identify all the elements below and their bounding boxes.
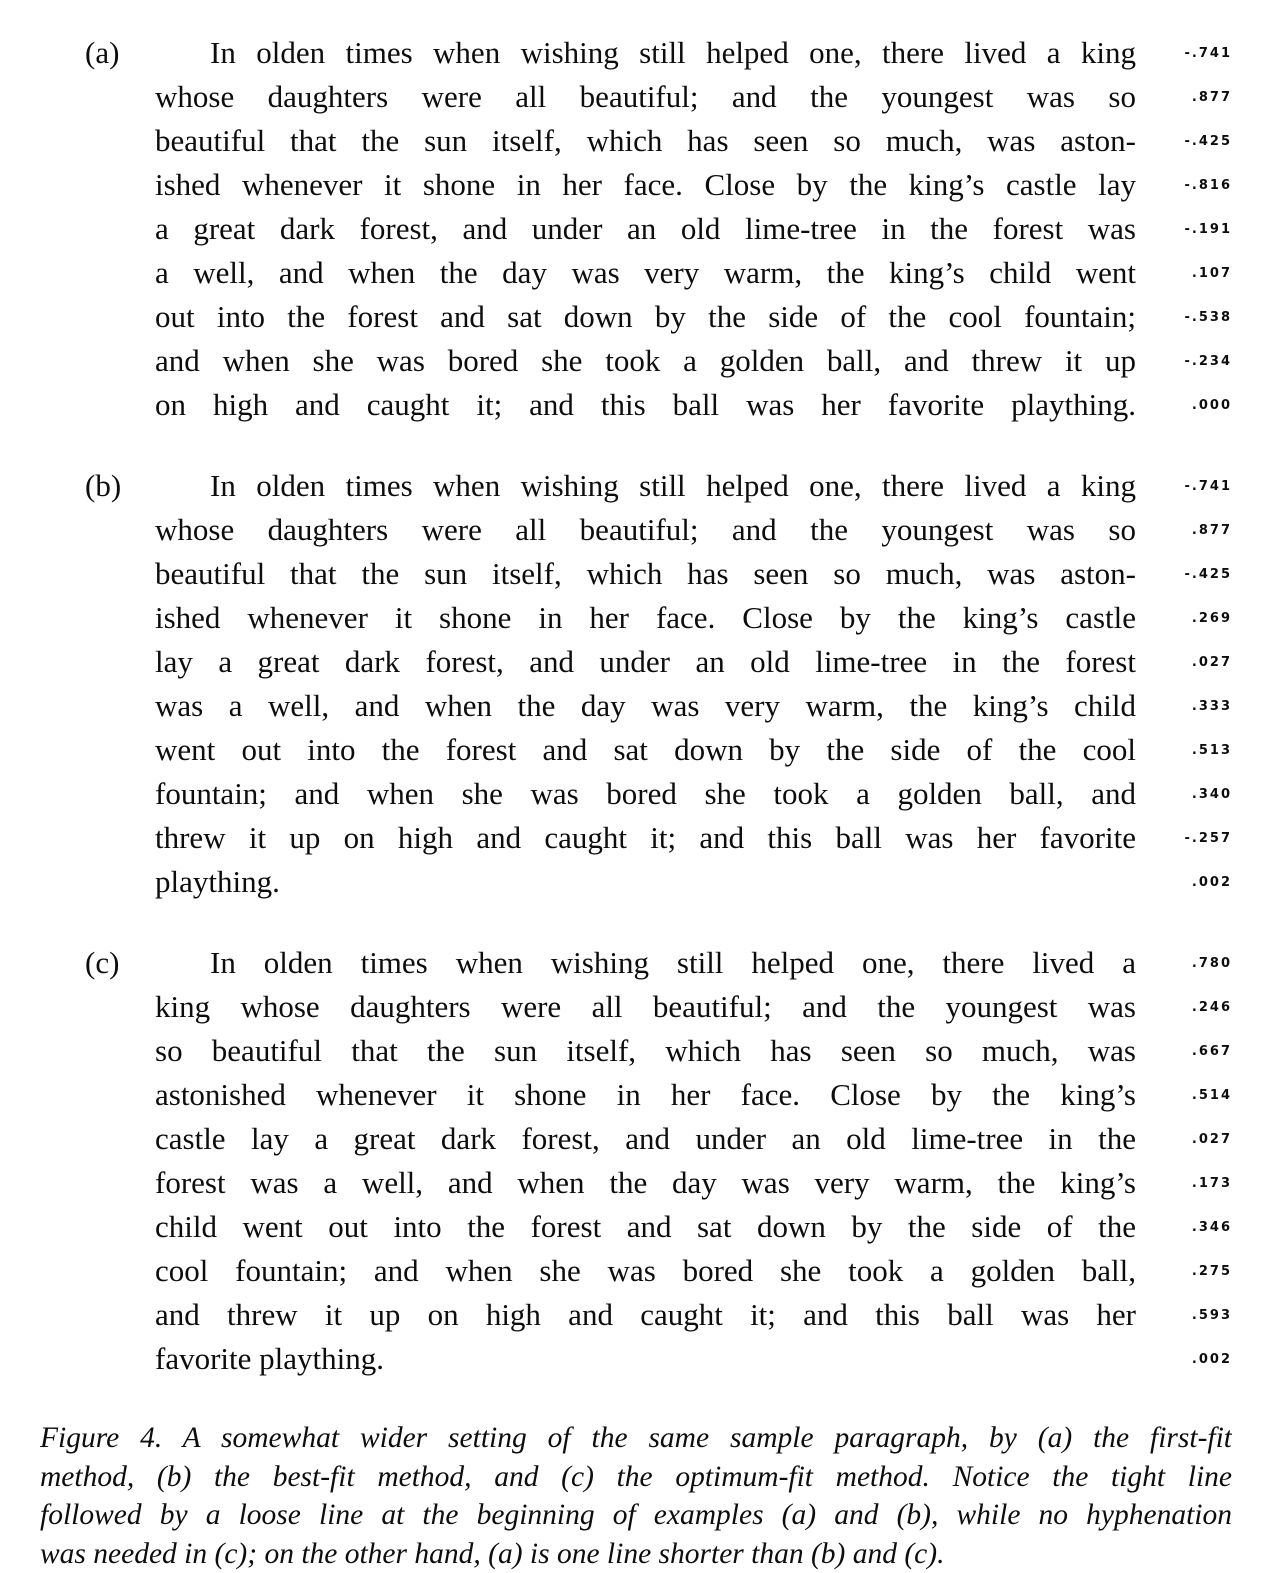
adjustment-ratio-value: .002 — [1136, 861, 1232, 905]
paragraph-lines — [155, 465, 1232, 905]
adjustment-ratio-value: -.425 — [1136, 553, 1232, 597]
text-line-row — [155, 685, 1232, 729]
line-text: whose daughters were all beautiful; and the youngest was so — [155, 509, 1136, 552]
adjustment-ratio-value: .877 — [1136, 509, 1232, 553]
text-line-row — [155, 164, 1232, 208]
adjustment-ratio-value: .780 — [1136, 942, 1232, 986]
adjustment-ratio-value: -.741 — [1136, 465, 1232, 509]
adjustment-ratio-value: .333 — [1136, 685, 1232, 729]
line-text: so beautiful that the sun itself, which has seen so much, was — [155, 1030, 1136, 1073]
paragraph-lines — [155, 32, 1232, 428]
line-text: king whose daughters were all beautiful; and the youngest was — [155, 986, 1136, 1029]
adjustment-ratio-value: -.741 — [1136, 32, 1232, 76]
line-text: and when she was bored she took a golden ball, and threw it up — [155, 340, 1136, 383]
adjustment-ratio-value: .514 — [1136, 1074, 1232, 1118]
caption-line: followed by a loose line at the beginning of examples (a) and (b), while no hyphenation — [40, 1496, 1232, 1535]
adjustment-ratio-value: .877 — [1136, 76, 1232, 120]
text-line-row — [155, 1338, 1232, 1382]
text-line-row — [155, 120, 1232, 164]
text-line-row — [155, 729, 1232, 773]
adjustment-ratio-value: .513 — [1136, 729, 1232, 773]
line-text: cool fountain; and when she was bored she took a golden ball, — [155, 1250, 1136, 1293]
line-text: forest was a well, and when the day was very warm, the king’s — [155, 1162, 1136, 1205]
adjustment-ratio-value: -.257 — [1136, 817, 1232, 861]
text-line-row — [155, 641, 1232, 685]
adjustment-ratio-value: -.538 — [1136, 296, 1232, 340]
paragraph-list — [85, 32, 1232, 1382]
line-text: ished whenever it shone in her face. Close by the king’s castle — [155, 597, 1136, 640]
text-line-row — [155, 1162, 1232, 1206]
adjustment-ratio-value: .000 — [1136, 384, 1232, 428]
text-line-row — [155, 1206, 1232, 1250]
line-text: out into the forest and sat down by the side of the cool fountain; — [155, 296, 1136, 339]
adjustment-ratio-value: .275 — [1136, 1250, 1232, 1294]
line-text: whose daughters were all beautiful; and the youngest was so — [155, 76, 1136, 119]
text-line-row — [155, 208, 1232, 252]
text-line-row — [155, 1030, 1232, 1074]
text-line-row — [155, 1250, 1232, 1294]
text-line-row — [155, 509, 1232, 553]
text-line-row — [155, 76, 1232, 120]
line-text: In olden times when wishing still helped one, there lived a king — [155, 465, 1136, 508]
adjustment-ratio-value: -.191 — [1136, 208, 1232, 252]
text-line-row — [155, 384, 1232, 428]
text-line-row — [155, 252, 1232, 296]
line-text: favorite plaything. — [155, 1338, 1136, 1381]
adjustment-ratio-value: .002 — [1136, 1338, 1232, 1382]
figure-caption — [40, 1419, 1232, 1573]
adjustment-ratio-value: -.816 — [1136, 164, 1232, 208]
adjustment-ratio-value: .346 — [1136, 1206, 1232, 1250]
line-text: a great dark forest, and under an old lime-tree in the forest was — [155, 208, 1136, 251]
adjustment-ratio-value: .173 — [1136, 1162, 1232, 1206]
caption-line: Figure 4. A somewhat wider setting of the same sample paragraph, by (a) the first-fit — [40, 1419, 1232, 1458]
text-line-row — [155, 1074, 1232, 1118]
adjustment-ratio-value: -.234 — [1136, 340, 1232, 384]
line-text: beautiful that the sun itself, which has seen so much, was aston- — [155, 553, 1136, 596]
text-line-row — [155, 1118, 1232, 1162]
paragraph-block — [85, 32, 1232, 428]
line-text: on high and caught it; and this ball was her favorite plaything. — [155, 384, 1136, 427]
adjustment-ratio-value: .340 — [1136, 773, 1232, 817]
caption-line: method, (b) the best-fit method, and (c) the optimum-fit method. Notice the tight line — [40, 1458, 1232, 1497]
paragraph-block — [85, 465, 1232, 905]
line-text: In olden times when wishing still helped one, there lived a — [155, 942, 1136, 985]
line-text: ished whenever it shone in her face. Close by the king’s castle lay — [155, 164, 1136, 207]
line-text: threw it up on high and caught it; and this ball was her favorite — [155, 817, 1136, 860]
paragraph-lines — [155, 942, 1232, 1382]
adjustment-ratio-value: -.425 — [1136, 120, 1232, 164]
text-line-row — [155, 942, 1232, 986]
caption-line: was needed in (c); on the other hand, (a) is one line shorter than (b) and (c). — [40, 1535, 1232, 1573]
text-line-row — [155, 32, 1232, 76]
text-line-row — [155, 597, 1232, 641]
adjustment-ratio-value: .027 — [1136, 1118, 1232, 1162]
line-text: was a well, and when the day was very warm, the king’s child — [155, 685, 1136, 728]
text-line-row — [155, 1294, 1232, 1338]
text-line-row — [155, 553, 1232, 597]
line-text: child went out into the forest and sat down by the side of the — [155, 1206, 1136, 1249]
text-line-row — [155, 773, 1232, 817]
line-text: In olden times when wishing still helped one, there lived a king — [155, 32, 1136, 75]
paragraph-label: (b) — [85, 465, 155, 905]
paragraph-block — [85, 942, 1232, 1382]
adjustment-ratio-value: .246 — [1136, 986, 1232, 1030]
adjustment-ratio-value: .107 — [1136, 252, 1232, 296]
text-line-row — [155, 296, 1232, 340]
line-text: castle lay a great dark forest, and under an old lime-tree in the — [155, 1118, 1136, 1161]
text-line-row — [155, 817, 1232, 861]
paragraph-label: (c) — [85, 942, 155, 1382]
adjustment-ratio-value: .027 — [1136, 641, 1232, 685]
text-line-row — [155, 465, 1232, 509]
line-text: astonished whenever it shone in her face. Close by the king’s — [155, 1074, 1136, 1117]
line-text: and threw it up on high and caught it; and this ball was her — [155, 1294, 1136, 1337]
text-line-row — [155, 861, 1232, 905]
line-text: went out into the forest and sat down by the side of the cool — [155, 729, 1136, 772]
line-text: a well, and when the day was very warm, the king’s child went — [155, 252, 1136, 295]
text-line-row — [155, 986, 1232, 1030]
adjustment-ratio-value: .667 — [1136, 1030, 1232, 1074]
text-line-row — [155, 340, 1232, 384]
adjustment-ratio-value: .269 — [1136, 597, 1232, 641]
adjustment-ratio-value: .593 — [1136, 1294, 1232, 1338]
line-text: beautiful that the sun itself, which has seen so much, was aston- — [155, 120, 1136, 163]
paragraph-label: (a) — [85, 32, 155, 428]
line-text: plaything. — [155, 861, 1136, 904]
line-text: lay a great dark forest, and under an old lime-tree in the forest — [155, 641, 1136, 684]
line-text: fountain; and when she was bored she took a golden ball, and — [155, 773, 1136, 816]
